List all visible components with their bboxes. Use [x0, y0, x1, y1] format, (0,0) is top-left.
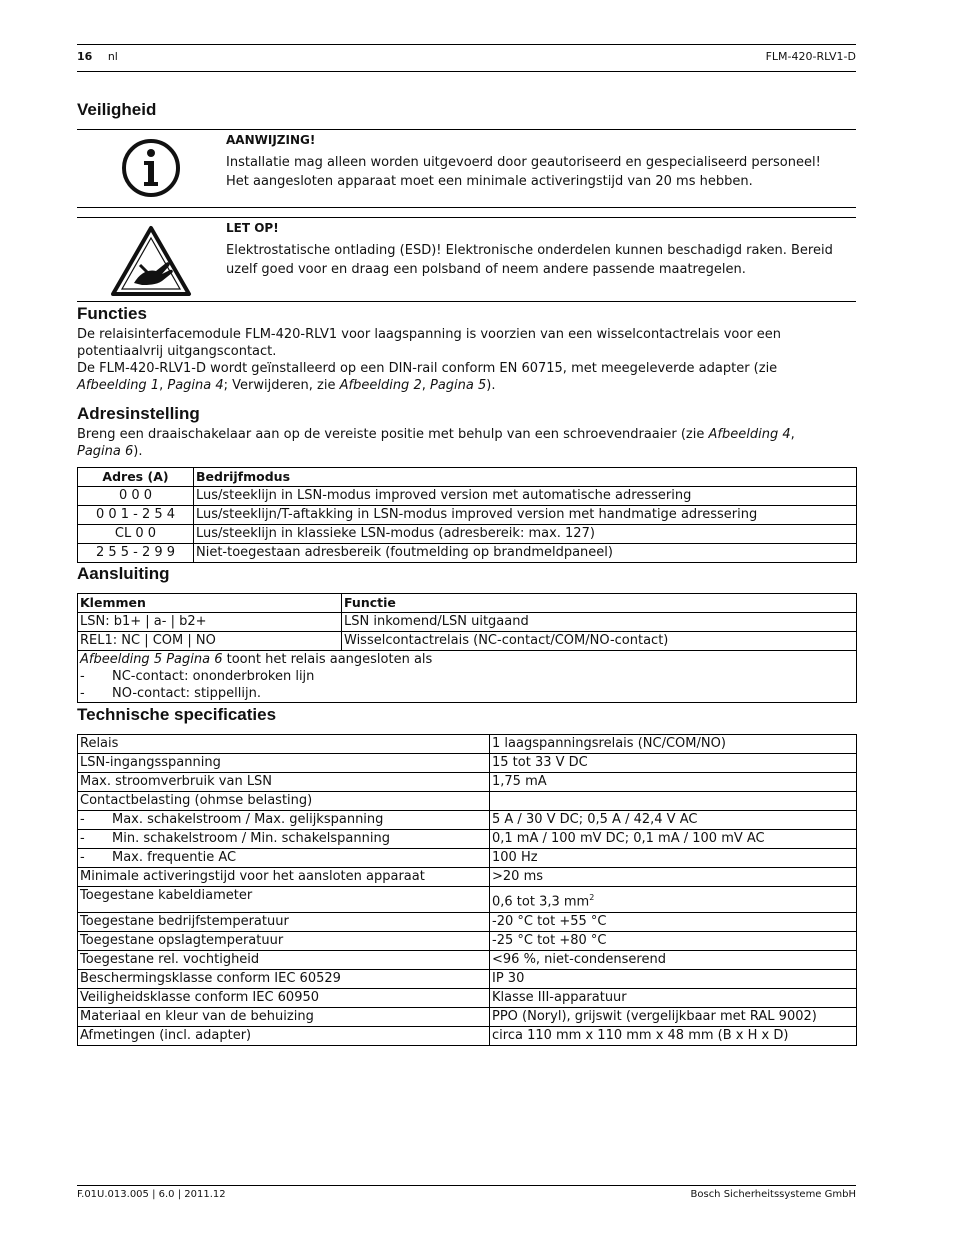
spec-value	[490, 754, 857, 773]
spec-value	[490, 932, 857, 951]
spec-label-text: Afmetingen (incl. adapter)	[80, 1028, 252, 1044]
figure-reference: Afbeelding 2	[339, 378, 422, 393]
spec-label-text: Materiaal en kleur van de behuizing	[80, 1009, 314, 1025]
page-reference: Pagina 5	[429, 378, 487, 393]
table-row	[78, 868, 857, 887]
spec-value	[490, 1008, 857, 1027]
table-row	[78, 811, 857, 830]
spec-value	[490, 989, 857, 1008]
spec-label	[78, 868, 490, 887]
text-fragment: ; Verwijderen, zie	[223, 378, 340, 393]
spec-value	[490, 951, 857, 970]
text-line: potentiaalvrij uitgangscontact.	[77, 344, 277, 359]
spec-label-text: Min. schakelstroom / Min. schakelspanning	[112, 831, 390, 846]
text-fragment: ,	[159, 378, 168, 393]
spec-label	[78, 913, 490, 932]
esd-warning-icon	[77, 225, 225, 297]
info-icon	[77, 137, 225, 199]
table-note-cell	[78, 651, 857, 703]
table-cell: Lus/steeklijn in klassieke LSN-modus (adresbereik: max. 127)	[194, 525, 857, 544]
page-header	[77, 44, 856, 72]
page-reference: Pagina 4	[167, 378, 224, 393]
spec-value	[490, 849, 857, 868]
spec-value-text: circa 110 mm x 110 mm x 48 mm (B x H x D)	[492, 1028, 789, 1044]
product-code: FLM-420-RLV1-D	[765, 50, 856, 63]
text-fragment: ).	[486, 378, 496, 393]
spec-value-text: >20 ms	[492, 869, 544, 884]
column-header: Klemmen	[78, 594, 342, 613]
functies-text	[77, 326, 856, 394]
spec-value-text: 1,75 mA	[492, 774, 547, 789]
notice-text-line: uzelf goed voor en draag een polsband of neem andere passende maatregelen.	[226, 262, 746, 277]
spec-label-text: Max. frequentie AC	[112, 850, 237, 865]
table-cell: CL 0 0	[78, 525, 194, 544]
spec-value-text: PPO (Noryl), grijswit (vergelijkbaar met RAL 9002)	[492, 1009, 817, 1025]
spec-label	[78, 887, 490, 913]
spec-label-text: Max. stroomverbruik van LSN	[80, 774, 273, 789]
spec-value-text: -25 °C tot +80 °C	[492, 933, 607, 949]
notice-title: AANWIJZING!	[226, 133, 316, 147]
language-code: nl	[107, 50, 118, 63]
spec-label	[78, 792, 490, 811]
table-row	[78, 913, 857, 932]
note-line	[80, 685, 854, 702]
table-row	[78, 632, 857, 651]
spec-label	[78, 849, 490, 868]
spec-value	[490, 792, 857, 811]
page-footer	[77, 1185, 856, 1200]
spec-label	[78, 1008, 490, 1027]
table-row	[78, 970, 857, 989]
spec-label-text: Veiligheidsklasse conform IEC 60950	[80, 990, 320, 1006]
table-row	[78, 932, 857, 951]
spec-value-text: 5 A / 30 V DC; 0,5 A / 42,4 V AC	[492, 812, 698, 827]
spec-value-text: 0,6 tot 3,3 mm	[492, 894, 590, 910]
spec-label-text: Toegestane rel. vochtigheid	[80, 952, 260, 968]
section-title-veiligheid: Veiligheid	[77, 100, 157, 119]
text-line	[77, 443, 856, 460]
spec-label-text: Relais	[80, 736, 119, 751]
table-row	[78, 525, 857, 544]
spec-label	[78, 754, 490, 773]
spec-value-text: <96 %, niet-condenserend	[492, 952, 666, 968]
table-cell: Lus/steeklijn in LSN-modus improved version met automatische adressering	[194, 487, 857, 506]
spec-label	[78, 932, 490, 951]
text-fragment: Breng een draaischakelaar aan op de vereiste positie met behulp van een schroevendraaier (zie	[77, 427, 709, 442]
spec-value-text: -20 °C tot +55 °C	[492, 914, 607, 930]
connection-table	[77, 593, 857, 703]
table-row	[78, 792, 857, 811]
spec-value	[490, 970, 857, 989]
text-line	[77, 426, 856, 443]
specs-table-body	[78, 735, 857, 1046]
list-dash: -	[80, 686, 85, 701]
table-row	[78, 487, 857, 506]
section-title-adresinstelling: Adresinstelling	[77, 404, 200, 423]
column-header: Functie	[342, 594, 857, 613]
spec-value-text: IP 30	[492, 971, 525, 987]
table-cell: LSN inkomend/LSN uitgaand	[342, 613, 857, 632]
spec-label-text: Max. schakelstroom / Max. gelijkspanning	[112, 812, 384, 827]
table-cell: 0 0 1 - 2 5 4	[78, 506, 194, 525]
page-number: 16	[77, 50, 93, 63]
table-cell: Niet-toegestaan adresbereik (foutmelding op brandmeldpaneel)	[194, 544, 857, 563]
notice-text-line: Het aangesloten apparaat moet een minimale activeringstijd van 20 ms hebben.	[226, 174, 753, 189]
figure-reference: Afbeelding 5 Pagina 6	[80, 652, 223, 667]
spec-label	[78, 830, 490, 849]
spec-value	[490, 913, 857, 932]
text-fragment: NO-contact: stippellijn.	[112, 686, 261, 701]
spec-value-text: Klasse III-apparatuur	[492, 990, 627, 1006]
list-dash: -	[80, 831, 85, 846]
table-cell: Wisselcontactrelais (NC-contact/COM/NO-contact)	[342, 632, 857, 651]
spec-value	[490, 735, 857, 754]
spec-label	[78, 951, 490, 970]
spec-value-text: 100 Hz	[492, 850, 538, 865]
spec-value-text: 1 laagspanningsrelais (NC/COM/NO)	[492, 736, 726, 751]
table-row	[78, 951, 857, 970]
spec-label-text: Beschermingsklasse conform IEC 60529	[80, 971, 341, 987]
notice-text-line: Installatie mag alleen worden uitgevoerd door geautoriseerd en gespecialiseerd personeel!	[226, 155, 821, 170]
text-line: De relaisinterfacemodule FLM-420-RLV1 voor laagspanning is voorzien van een wisselcontactrelais voor een	[77, 327, 782, 342]
list-dash: -	[80, 669, 85, 684]
spec-value	[490, 887, 857, 913]
table-row	[78, 989, 857, 1008]
column-header: Bedrijfmodus	[194, 468, 857, 487]
table-cell: 0 0 0	[78, 487, 194, 506]
spec-value-text: 0,1 mA / 100 mV DC; 0,1 mA / 100 mV AC	[492, 831, 765, 846]
text-fragment: ,	[421, 378, 430, 393]
spec-label	[78, 970, 490, 989]
spec-value	[490, 868, 857, 887]
section-title-aansluiting: Aansluiting	[77, 564, 170, 583]
spec-value	[490, 1027, 857, 1046]
table-cell: LSN: b1+ | a- | b2+	[78, 613, 342, 632]
note-line	[80, 668, 854, 685]
page-reference: Pagina 6	[77, 444, 134, 459]
company-name: Bosch Sicherheitssysteme GmbH	[690, 1189, 856, 1200]
table-row	[78, 613, 857, 632]
spec-value-text: 15 tot 33 V DC	[492, 755, 588, 770]
table-row	[78, 1008, 857, 1027]
note-line	[80, 651, 854, 668]
spec-label-text: LSN-ingangsspanning	[80, 755, 221, 770]
table-cell: Lus/steeklijn/T-aftakking in LSN-modus improved version met handmatige adressering	[194, 506, 857, 525]
table-row	[78, 830, 857, 849]
specs-table	[77, 734, 857, 1046]
spec-value	[490, 811, 857, 830]
table-row	[78, 544, 857, 563]
table-cell: 2 5 5 - 2 9 9	[78, 544, 194, 563]
table-row	[78, 651, 857, 703]
figure-reference: Afbeelding 1	[77, 378, 160, 393]
list-dash: -	[80, 812, 85, 827]
table-row	[78, 506, 857, 525]
address-table	[77, 467, 857, 563]
notice-text-line: Elektrostatische ontlading (ESD)! Elektronische onderdelen kunnen beschadigd raken. Bereid	[226, 243, 833, 258]
table-row	[78, 735, 857, 754]
text-line: De FLM-420-RLV1-D wordt geïnstalleerd op een DIN-rail conform EN 60715, met meegeleverde adapter (zie	[77, 361, 778, 376]
spec-label	[78, 811, 490, 830]
spec-value	[490, 773, 857, 792]
spec-label	[78, 1027, 490, 1046]
column-header: Adres (A)	[78, 468, 194, 487]
document-id: F.01U.013.005 | 6.0 | 2011.12	[77, 1189, 226, 1200]
adresinstelling-text	[77, 426, 856, 460]
text-line	[77, 377, 856, 394]
section-title-functies: Functies	[77, 304, 147, 323]
spec-label	[78, 735, 490, 754]
text-fragment: ).	[133, 444, 143, 459]
text-fragment: ,	[790, 427, 795, 442]
spec-label-text: Contactbelasting (ohmse belasting)	[80, 793, 313, 808]
table-row	[78, 754, 857, 773]
table-row	[78, 1027, 857, 1046]
spec-label-text: Toegestane kabeldiameter	[80, 888, 253, 903]
spec-value-superscript: 2	[589, 893, 595, 902]
section-title-specs: Technische specificaties	[77, 705, 277, 724]
spec-label-text: Toegestane opslagtemperatuur	[80, 933, 284, 949]
text-fragment: toont het relais aangesloten als	[222, 652, 433, 667]
figure-reference: Afbeelding 4	[708, 427, 791, 442]
text-fragment: NC-contact: ononderbroken lijn	[112, 669, 315, 684]
list-dash: -	[80, 850, 85, 865]
spec-label-text: Toegestane bedrijfstemperatuur	[80, 914, 289, 930]
spec-label	[78, 773, 490, 792]
spec-label	[78, 989, 490, 1008]
table-row	[78, 773, 857, 792]
spec-value	[490, 830, 857, 849]
table-cell: REL1: NC | COM | NO	[78, 632, 342, 651]
table-row	[78, 849, 857, 868]
spec-label-text: Minimale activeringstijd voor het aansloten apparaat	[80, 869, 425, 884]
notice-title: LET OP!	[226, 221, 279, 235]
table-row	[78, 887, 857, 913]
